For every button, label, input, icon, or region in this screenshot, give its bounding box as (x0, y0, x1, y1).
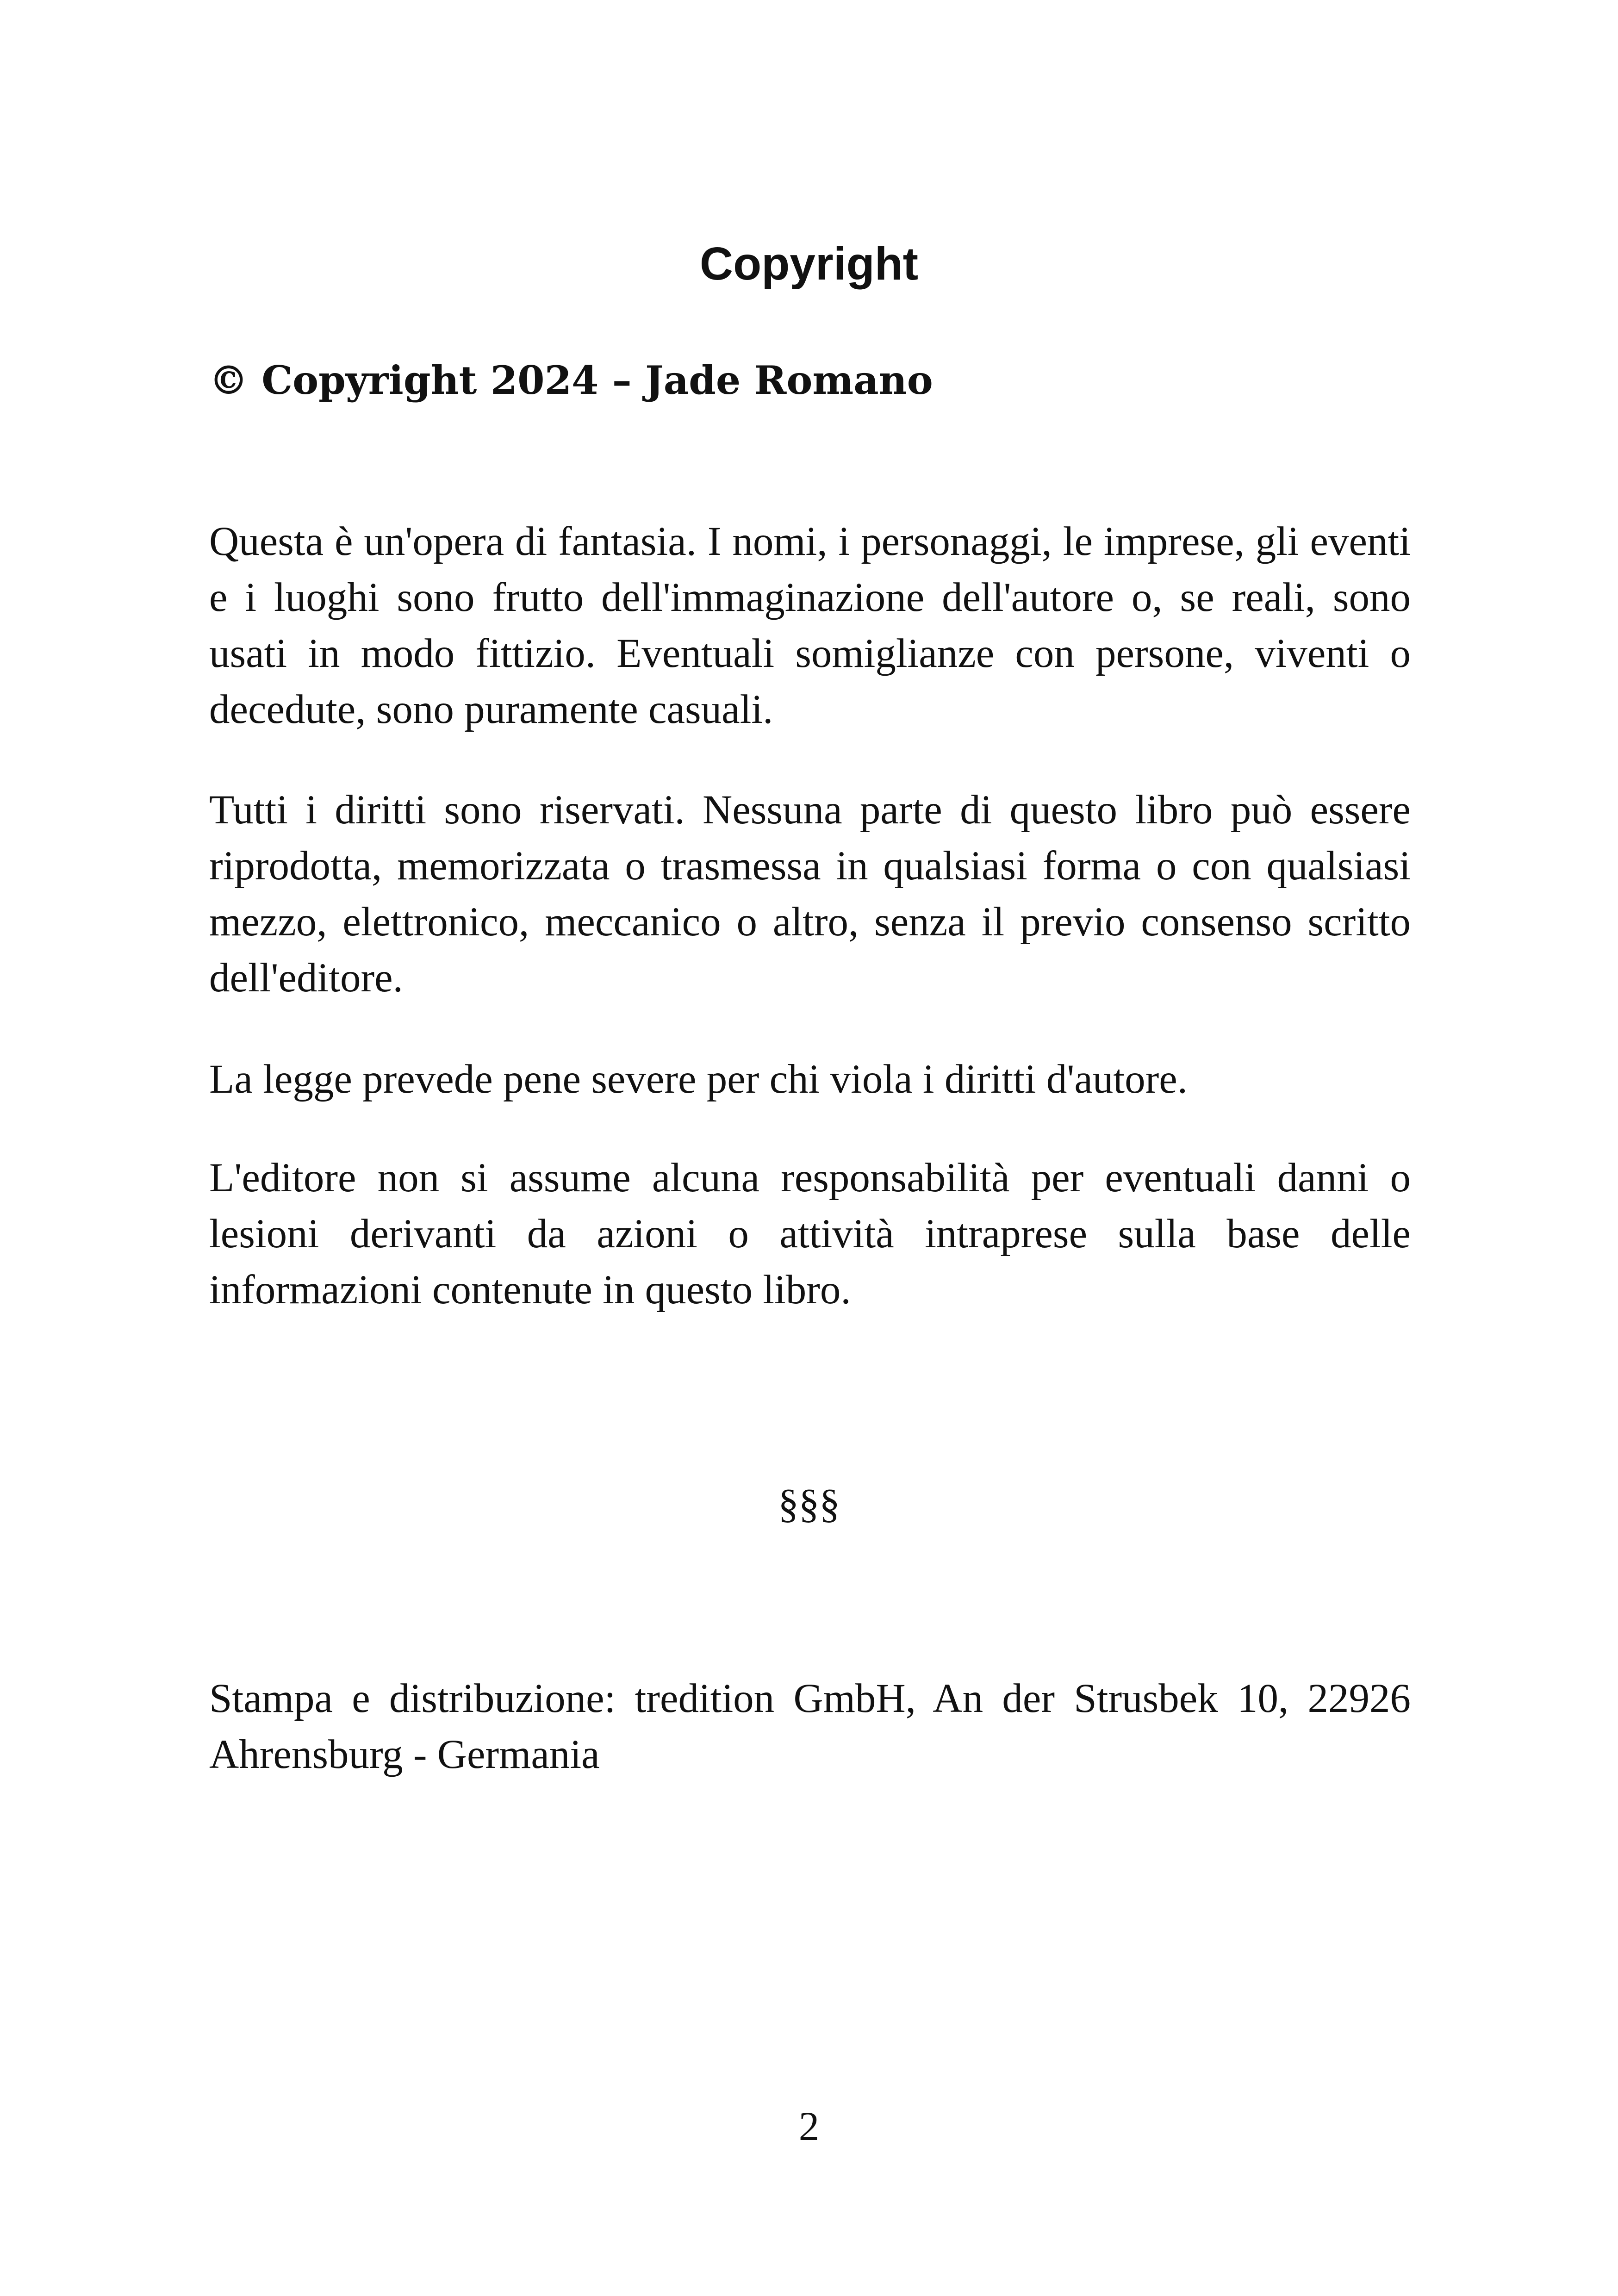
liability-disclaimer-paragraph: L'editore non si assume alcuna responsabilità per eventuali danni o lesioni derivanti da azioni o attività intraprese sulla base delle informazioni contenute in questo libro. (209, 1155, 1411, 1313)
fiction-disclaimer-paragraph: Questa è un'opera di fantasia. I nomi, i personaggi, le imprese, gli eventi e i luoghi sono frutto dell'immaginazione dell'autore o, se reali, sono usati in modo fittizio. Eventuali somiglianze con persone, viventi o decedute, sono puramente casuali. (209, 519, 1411, 732)
page-heading: Copyright (699, 238, 919, 290)
section-separator: §§§ (778, 1481, 840, 1527)
rights-reserved-paragraph: Tutti i diritti sono riservati. Nessuna parte di questo libro può essere riprodotta, memorizzata o trasmessa in qualsiasi forma o con qualsiasi mezzo, elettronico, meccanico o altro, senza il previo consenso scritto dell'editore. (209, 787, 1411, 1001)
law-penalties-paragraph: La legge prevede pene severe per chi viola i diritti d'autore. (209, 1057, 1188, 1102)
copyright-notice: © Copyright 2024 – Jade Romano (209, 357, 933, 403)
page-number: 2 (798, 2104, 820, 2149)
printer-distribution-info: Stampa e distribuzione: tredition GmbH, An der Strusbek 10, 22926 Ahrensburg - Germania (209, 1676, 1411, 1777)
